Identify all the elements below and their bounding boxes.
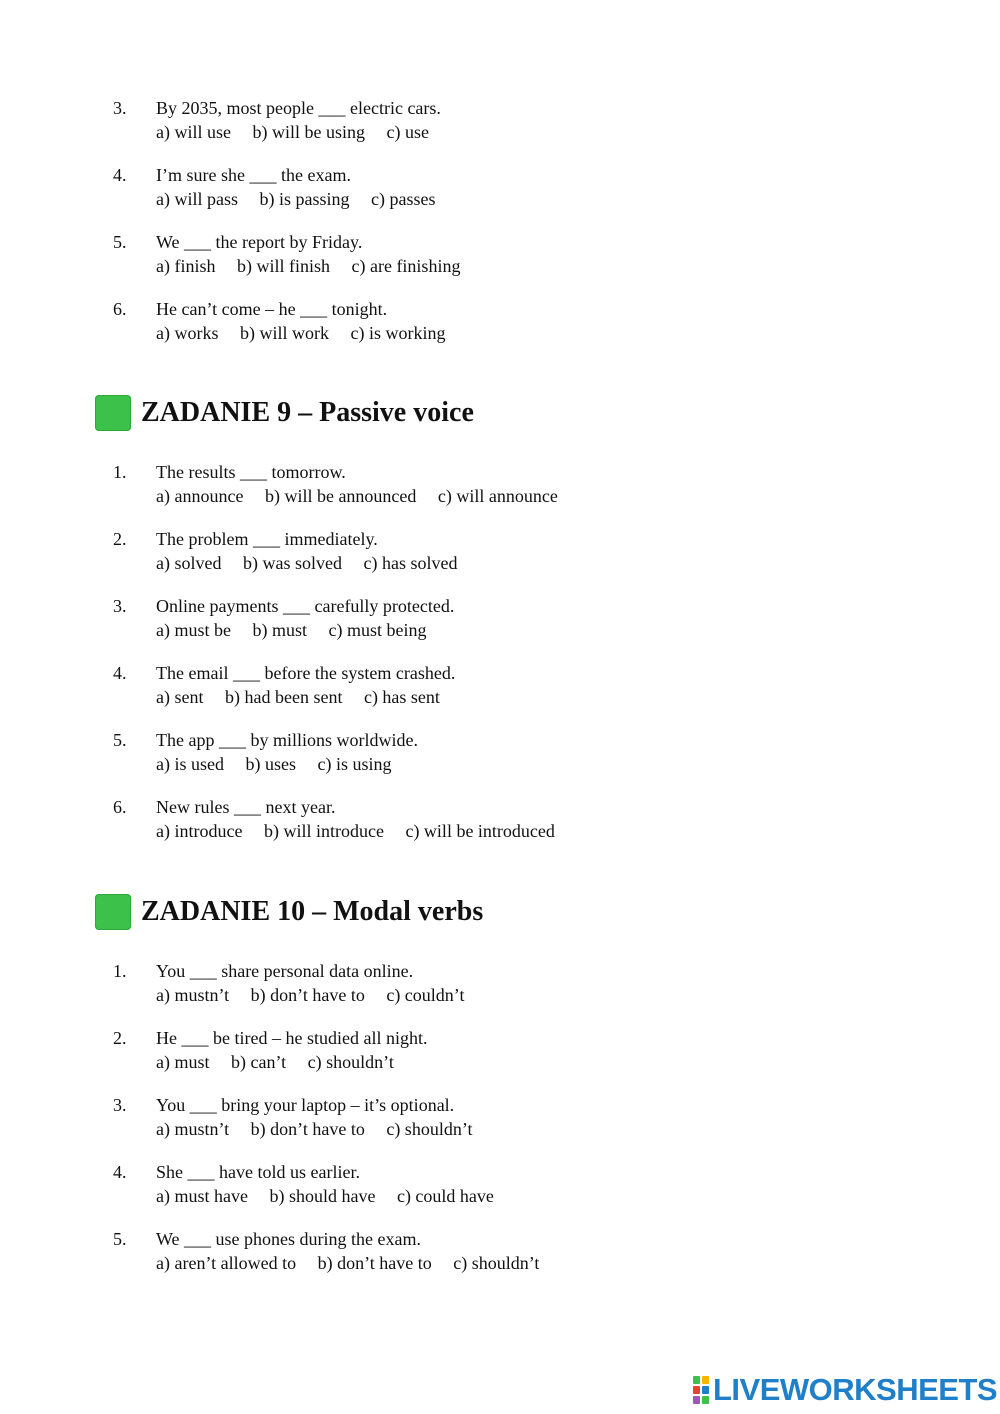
- option-b[interactable]: b) was solved: [242, 553, 342, 573]
- answer-options: [156, 752, 408, 776]
- option-a[interactable]: a) sent: [156, 687, 204, 707]
- option-b[interactable]: b) must: [252, 620, 307, 640]
- option-c[interactable]: c) will announce: [437, 486, 558, 506]
- answer-options: [156, 618, 443, 642]
- option-b[interactable]: b) will work: [239, 323, 329, 343]
- option-a[interactable]: a) must: [156, 1052, 210, 1072]
- liveworksheets-logo-text: LIVEWORKSHEETS: [713, 1372, 998, 1407]
- question-text: He ___ be tired – he studied all night.: [156, 1028, 428, 1048]
- question-number: 6.: [113, 299, 127, 319]
- option-c[interactable]: c) passes: [370, 189, 436, 209]
- option-a[interactable]: a) must be: [156, 620, 231, 640]
- answer-options: [156, 187, 452, 211]
- option-c[interactable]: c) will be introduced: [405, 821, 555, 841]
- option-a[interactable]: a) is used: [156, 754, 224, 774]
- option-b[interactable]: b) will finish: [236, 256, 330, 276]
- option-b[interactable]: b) don’t have to: [317, 1253, 432, 1273]
- option-b[interactable]: b) uses: [245, 754, 296, 774]
- question-text: You ___ share personal data online.: [156, 961, 414, 981]
- question-number: 1.: [113, 961, 127, 981]
- option-b[interactable]: b) should have: [269, 1186, 376, 1206]
- option-c[interactable]: c) has solved: [363, 553, 458, 573]
- option-c[interactable]: c) has sent: [363, 687, 440, 707]
- question-number: 5.: [113, 232, 127, 252]
- question-text: The problem ___ immediately.: [156, 529, 378, 549]
- question-text: The results ___ tomorrow.: [156, 462, 346, 482]
- question-text: New rules ___ next year.: [156, 797, 336, 817]
- option-a[interactable]: a) must have: [156, 1186, 248, 1206]
- option-c[interactable]: c) couldn’t: [386, 985, 465, 1005]
- option-b[interactable]: b) will be using: [252, 122, 365, 142]
- option-c[interactable]: c) is working: [350, 323, 446, 343]
- option-b[interactable]: b) will introduce: [263, 821, 384, 841]
- answer-options: [156, 1251, 556, 1275]
- option-c[interactable]: c) are finishing: [351, 256, 461, 276]
- answer-options: [156, 321, 462, 345]
- question-text: She ___ have told us earlier.: [156, 1162, 360, 1182]
- question-text: The email ___ before the system crashed.: [156, 663, 456, 683]
- question-number: 3.: [113, 98, 127, 118]
- question-number: 3.: [113, 596, 127, 616]
- option-c[interactable]: c) could have: [396, 1186, 494, 1206]
- answer-options: [156, 1184, 511, 1208]
- question-text: Online payments ___ carefully protected.: [156, 596, 455, 616]
- option-a[interactable]: a) will pass: [156, 189, 238, 209]
- option-c[interactable]: c) shouldn’t: [386, 1119, 473, 1139]
- answer-options: [156, 1117, 490, 1141]
- answer-options: [156, 685, 457, 709]
- answer-options: [156, 254, 477, 278]
- question-text: We ___ the report by Friday.: [156, 232, 363, 252]
- option-a[interactable]: a) mustn’t: [156, 1119, 230, 1139]
- option-a[interactable]: a) finish: [156, 256, 216, 276]
- option-b[interactable]: b) don’t have to: [250, 985, 365, 1005]
- green-square-icon: [95, 894, 131, 930]
- answer-options: [156, 819, 572, 843]
- option-b[interactable]: b) will be announced: [264, 486, 417, 506]
- question-text: We ___ use phones during the exam.: [156, 1229, 421, 1249]
- option-a[interactable]: a) solved: [156, 553, 222, 573]
- option-b[interactable]: b) is passing: [259, 189, 350, 209]
- answer-options: [156, 1050, 411, 1074]
- option-b[interactable]: b) don’t have to: [250, 1119, 365, 1139]
- question-number: 5.: [113, 730, 127, 750]
- question-number: 6.: [113, 797, 127, 817]
- option-c[interactable]: c) must being: [328, 620, 427, 640]
- option-a[interactable]: a) will use: [156, 122, 231, 142]
- answer-options: [156, 551, 474, 575]
- question-number: 2.: [113, 529, 127, 549]
- liveworksheets-logo[interactable]: [692, 1374, 997, 1406]
- question-number: 4.: [113, 165, 127, 185]
- question-text: By 2035, most people ___ electric cars.: [156, 98, 441, 118]
- option-a[interactable]: a) announce: [156, 486, 244, 506]
- green-square-icon: [95, 395, 131, 431]
- answer-options: [156, 484, 575, 508]
- option-a[interactable]: a) mustn’t: [156, 985, 230, 1005]
- question-text: He can’t come – he ___ tonight.: [156, 299, 388, 319]
- question-number: 3.: [113, 1095, 127, 1115]
- option-c[interactable]: c) use: [386, 122, 429, 142]
- question-number: 2.: [113, 1028, 127, 1048]
- liveworksheets-logo-icon: [692, 1375, 710, 1405]
- option-c[interactable]: c) shouldn’t: [453, 1253, 540, 1273]
- answer-options: [156, 120, 446, 144]
- option-c[interactable]: c) is using: [317, 754, 392, 774]
- question-number: 1.: [113, 462, 127, 482]
- option-c[interactable]: c) shouldn’t: [307, 1052, 394, 1072]
- answer-options: [156, 983, 481, 1007]
- question-number: 5.: [113, 1229, 127, 1249]
- option-a[interactable]: a) introduce: [156, 821, 243, 841]
- option-b[interactable]: b) had been sent: [224, 687, 343, 707]
- option-a[interactable]: a) works: [156, 323, 219, 343]
- question-number: 4.: [113, 663, 127, 683]
- section-title: ZADANIE 10 – Modal verbs: [141, 896, 484, 927]
- section10-heading: [95, 894, 483, 930]
- option-b[interactable]: b) can’t: [231, 1052, 287, 1072]
- question-text: I’m sure she ___ the exam.: [156, 165, 351, 185]
- question-text: You ___ bring your laptop – it’s optional.: [156, 1095, 455, 1115]
- question-number: 4.: [113, 1162, 127, 1182]
- section9-heading: [95, 395, 474, 431]
- question-text: The app ___ by millions worldwide.: [156, 730, 418, 750]
- option-a[interactable]: a) aren’t allowed to: [156, 1253, 297, 1273]
- section-title: ZADANIE 9 – Passive voice: [141, 397, 474, 428]
